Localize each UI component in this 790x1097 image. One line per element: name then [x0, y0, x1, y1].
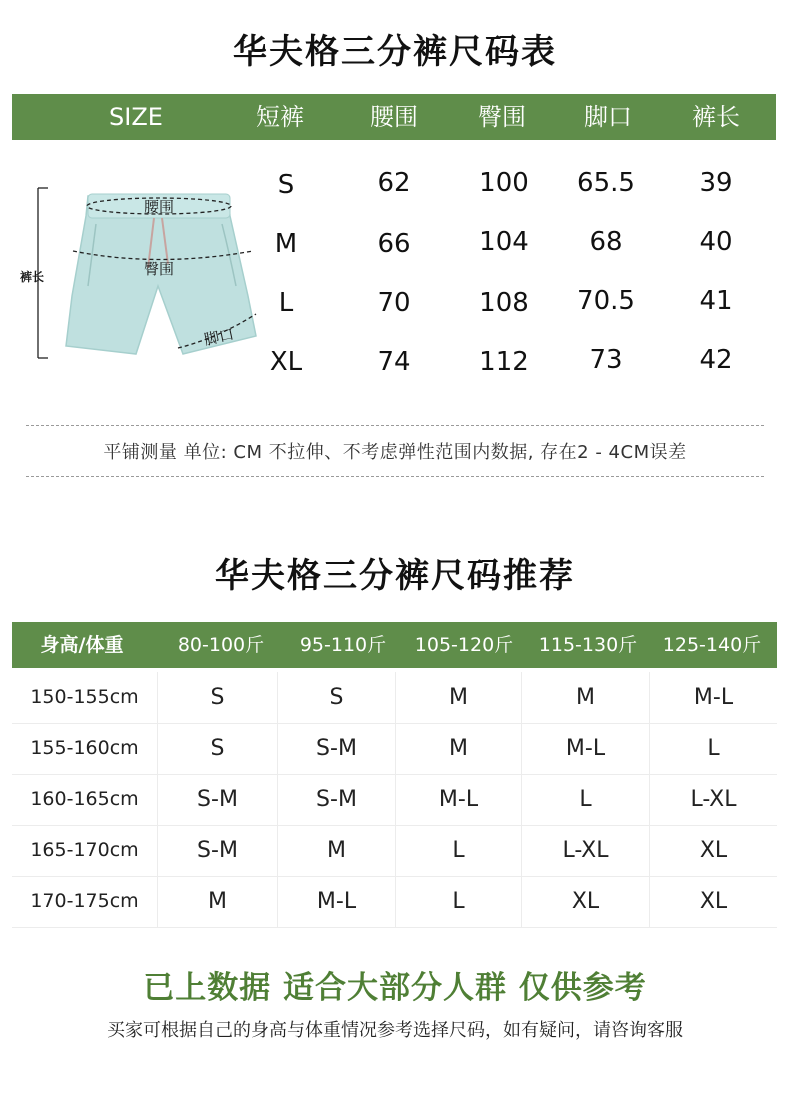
waist-label: 腰围 [144, 198, 175, 216]
cell-value: 73 [589, 345, 623, 375]
size-l: L [278, 288, 294, 318]
cell-value: 65.5 [577, 168, 635, 198]
hem-label: 脚口 [202, 325, 236, 349]
cell-value: 108 [479, 288, 529, 318]
cell-value: 104 [479, 227, 529, 257]
row-height: 165-170cm [12, 825, 158, 876]
cell-value: 74 [377, 347, 411, 377]
cell-value: 42 [699, 345, 733, 375]
table-cell: S-M [278, 774, 396, 825]
header-shorts: 短裤 [256, 103, 304, 131]
slogan: 已上数据 适合大部分人群 仅供参考 [143, 970, 647, 1006]
cell-value: 39 [699, 168, 733, 198]
table-cell: L [396, 876, 522, 927]
header-weight-range: 95-110斤 [299, 634, 387, 656]
row-height: 160-165cm [12, 774, 158, 825]
table-cell: XL [699, 838, 728, 863]
size-xl: XL [269, 347, 303, 377]
table-cell: L-XL [690, 787, 737, 812]
table-cell: M-L [278, 876, 396, 927]
table-row [12, 825, 777, 877]
cell-value: 112 [479, 347, 529, 377]
table-cell: M-L [522, 723, 650, 774]
table-row [12, 672, 777, 724]
length-label: 裤长 [20, 270, 45, 284]
cell-value: 40 [699, 227, 733, 257]
table-cell: XL [699, 889, 728, 914]
header-hip: 臀围 [478, 103, 526, 131]
size-s: S [277, 170, 295, 200]
table-cell: S-M [158, 774, 278, 825]
footer-subtext: 买家可根据自己的身高与体重情况参考选择尺码，如有疑问，请咨询客服 [107, 1020, 683, 1041]
table-cell: L [522, 774, 650, 825]
table-cell: L [396, 825, 522, 876]
header-length: 裤长 [692, 103, 740, 131]
header-weight-range: 80-100斤 [177, 634, 265, 656]
table-row [12, 723, 777, 775]
table-cell: XL [522, 876, 650, 927]
header-hem: 脚口 [584, 103, 632, 131]
cell-value: 100 [479, 168, 529, 198]
table-cell: M [396, 672, 522, 723]
table-cell: M [522, 672, 650, 723]
table-cell: S-M [158, 825, 278, 876]
row-height: 155-160cm [12, 723, 158, 774]
recommend-title: 华夫格三分裤尺码推荐 [215, 556, 575, 596]
cell-value: 66 [377, 229, 411, 259]
recommend-header [12, 622, 777, 668]
cell-value: 41 [699, 286, 733, 316]
table-row [12, 876, 777, 928]
cell-value: 62 [377, 168, 411, 198]
table-cell: M [278, 825, 396, 876]
table-cell: M [158, 876, 278, 927]
row-height: 150-155cm [12, 672, 158, 723]
row-height: 170-175cm [12, 876, 158, 927]
table-cell: S-M [278, 723, 396, 774]
header-weight-range: 115-130斤 [538, 634, 638, 656]
table-cell: M-L [396, 774, 522, 825]
table-cell: L [707, 736, 720, 761]
header-weight-range: 125-140斤 [662, 634, 762, 656]
size-chart-title: 华夫格三分裤尺码表 [233, 32, 557, 72]
header-size: SIZE [109, 103, 163, 131]
table-cell: S [158, 723, 278, 774]
table-cell: M [396, 723, 522, 774]
measurement-note: 平铺测量 单位: CM 不拉伸、不考虑弹性范围内数据, 存在2 - 4CM误差 [103, 442, 687, 463]
size-chart-header [12, 94, 776, 140]
hip-label: 臀围 [144, 260, 175, 278]
cell-value: 70.5 [577, 286, 635, 316]
header-waist: 腰围 [370, 103, 418, 131]
table-cell: S [278, 672, 396, 723]
table-cell: S [158, 672, 278, 723]
size-m: M [274, 229, 298, 259]
table-cell: L-XL [522, 825, 650, 876]
table-row [12, 774, 777, 826]
divider [26, 476, 764, 477]
header-height-weight: 身高/体重 [40, 634, 124, 656]
cell-value: 70 [377, 288, 411, 318]
header-weight-range: 105-120斤 [414, 634, 514, 656]
shorts-illustration [18, 176, 278, 376]
divider [26, 425, 764, 426]
table-cell: M-L [693, 685, 734, 710]
cell-value: 68 [589, 227, 623, 257]
